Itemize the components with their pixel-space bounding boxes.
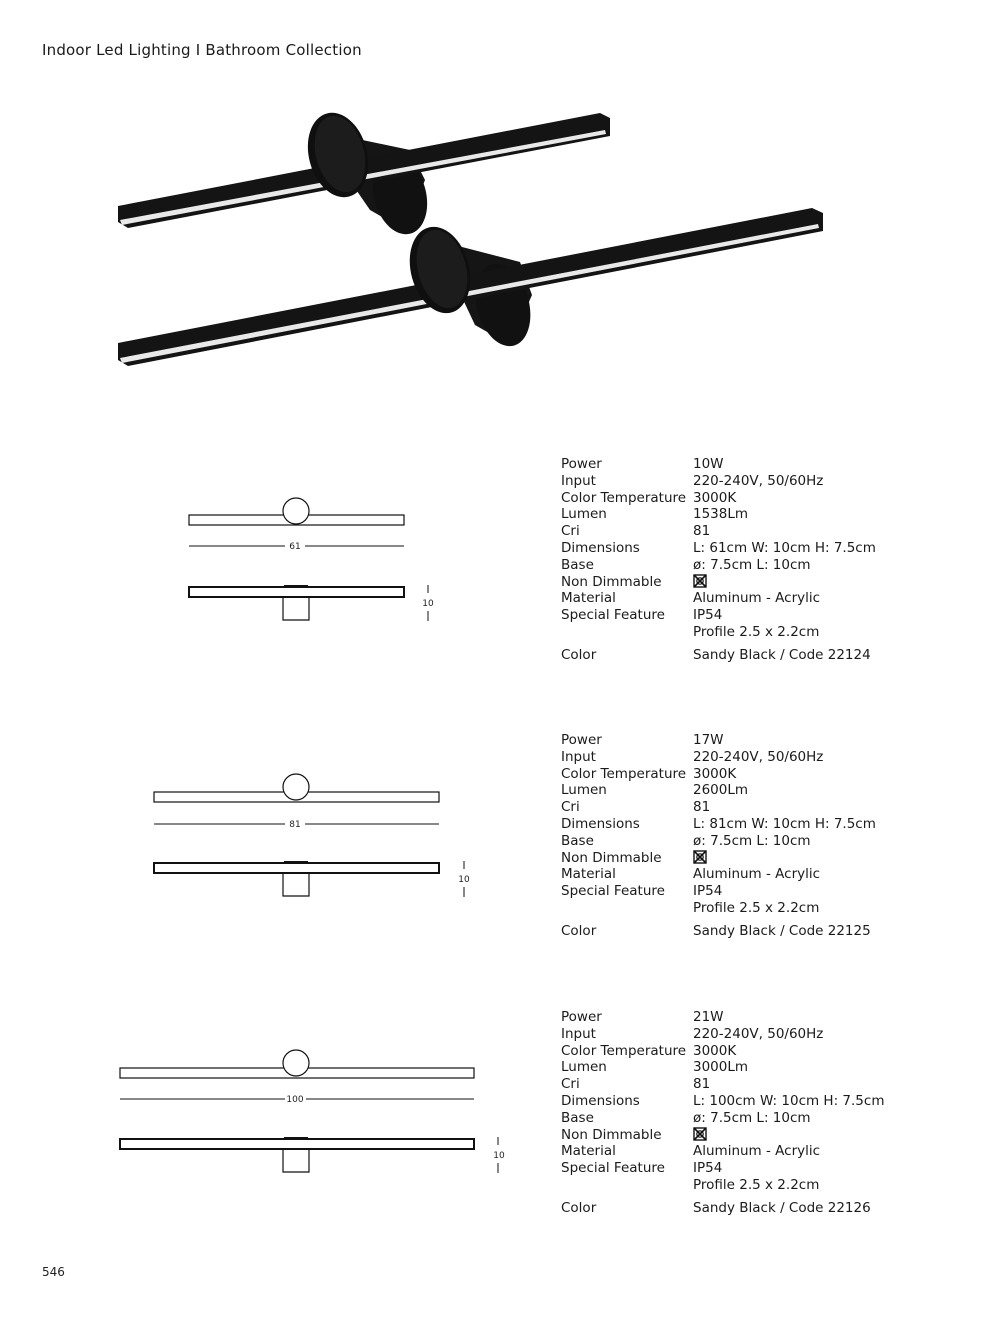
spec-label-lumen: Lumen — [561, 1059, 607, 1076]
spec-label-special-feature: Special Feature — [561, 607, 665, 624]
spec-label-power: Power — [561, 456, 602, 472]
spec-value-dimensions: L: 81cm W: 10cm H: 7.5cm — [693, 815, 876, 832]
front-view-bar — [154, 863, 439, 873]
height-dimension-label: 10 — [493, 1151, 505, 1161]
spec-value-color: Sandy Black / Code 22126 — [693, 1199, 871, 1216]
spec-value-material: Aluminum - Acrylic — [693, 590, 821, 607]
lamp-small-image — [118, 106, 610, 240]
spec-label-input: Input — [561, 748, 596, 765]
product-photo — [100, 100, 840, 390]
spec-label-cri: Cri — [561, 523, 580, 540]
spec-value-base: ø: 7.5cm L: 10cm — [693, 556, 811, 573]
spec-value-cri: 81 — [693, 1076, 711, 1093]
spec-value-base: ø: 7.5cm L: 10cm — [693, 832, 811, 849]
spec-label-input: Input — [561, 1025, 596, 1042]
spec-table — [561, 1009, 981, 1217]
spec-value-input: 220-240V, 50/60Hz — [693, 1025, 824, 1042]
spec-label-dimensions: Dimensions — [561, 539, 640, 556]
spec-label-lumen: Lumen — [561, 782, 607, 799]
non-dimmable-icon — [693, 574, 707, 588]
spec-value-lumen: 1538Lm — [693, 506, 749, 523]
spec-label-power: Power — [561, 732, 602, 748]
non-dimmable-icon — [693, 850, 707, 864]
spec-value-profile: Profile 2.5 x 2.2cm — [693, 623, 820, 640]
spec-label-base: Base — [561, 832, 594, 849]
page-number: 546 — [42, 1265, 65, 1279]
spec-value-cri: 81 — [693, 523, 711, 540]
non-dimmable-icon — [693, 1127, 707, 1141]
length-dimension-label: 81 — [289, 820, 301, 830]
spec-value-material: Aluminum - Acrylic — [693, 1143, 821, 1160]
spec-label-dimensions: Dimensions — [561, 815, 640, 832]
spec-value-color-temperature: 3000K — [693, 489, 737, 506]
spec-value-color: Sandy Black / Code 22125 — [693, 922, 871, 939]
spec-label-lumen: Lumen — [561, 506, 607, 523]
spec-label-base: Base — [561, 1109, 594, 1126]
spec-value-special-feature: IP54 — [693, 1160, 723, 1177]
spec-value-color-temperature: 3000K — [693, 765, 737, 782]
front-view-base — [283, 874, 309, 896]
technical-drawing — [0, 1009, 540, 1249]
spec-value-power: 21W — [693, 1009, 724, 1025]
spec-label-color: Color — [561, 1199, 597, 1216]
spec-label-material: Material — [561, 590, 616, 607]
spec-label-base: Base — [561, 556, 594, 573]
top-view-base — [283, 1050, 309, 1076]
height-dimension-label: 10 — [422, 599, 434, 609]
spec-label-color-temperature: Color Temperature — [561, 489, 687, 506]
spec-label-dimensions: Dimensions — [561, 1092, 640, 1109]
spec-label-power: Power — [561, 1009, 602, 1025]
spec-label-color-temperature: Color Temperature — [561, 765, 687, 782]
spec-value-special-feature: IP54 — [693, 607, 723, 624]
spec-value-cri: 81 — [693, 799, 711, 816]
length-dimension-label: 100 — [286, 1095, 304, 1105]
product-block-22124 — [0, 456, 1000, 716]
spec-label-non-dimmable: Non Dimmable — [561, 849, 662, 866]
spec-label-color: Color — [561, 646, 597, 663]
spec-value-base: ø: 7.5cm L: 10cm — [693, 1109, 811, 1126]
spec-value-special-feature: IP54 — [693, 883, 723, 900]
height-dimension-label: 10 — [458, 875, 470, 885]
front-view-bar — [120, 1139, 474, 1149]
spec-value-power: 17W — [693, 732, 724, 748]
spec-label-special-feature: Special Feature — [561, 1160, 665, 1177]
top-view-base — [283, 498, 309, 524]
top-view-base — [283, 774, 309, 800]
spec-label-non-dimmable: Non Dimmable — [561, 1126, 662, 1143]
technical-drawing — [0, 456, 540, 696]
spec-value-color-temperature: 3000K — [693, 1042, 737, 1059]
length-dimension-label: 61 — [289, 542, 301, 552]
spec-value-profile: Profile 2.5 x 2.2cm — [693, 899, 820, 916]
spec-label-cri: Cri — [561, 799, 580, 816]
product-block-22126 — [0, 1009, 1000, 1269]
spec-label-color-temperature: Color Temperature — [561, 1042, 687, 1059]
spec-label-material: Material — [561, 1143, 616, 1160]
spec-table — [561, 456, 981, 664]
spec-value-input: 220-240V, 50/60Hz — [693, 472, 824, 489]
lamp-large-image — [118, 208, 823, 366]
spec-label-cri: Cri — [561, 1076, 580, 1093]
spec-value-material: Aluminum - Acrylic — [693, 866, 821, 883]
technical-drawing — [0, 732, 540, 972]
front-view-base — [283, 1150, 309, 1172]
spec-label-color: Color — [561, 922, 597, 939]
spec-label-non-dimmable: Non Dimmable — [561, 573, 662, 590]
product-block-22125 — [0, 732, 1000, 992]
front-view-bar — [189, 587, 404, 597]
spec-label-special-feature: Special Feature — [561, 883, 665, 900]
spec-label-input: Input — [561, 472, 596, 489]
spec-table — [561, 732, 981, 940]
spec-value-dimensions: L: 100cm W: 10cm H: 7.5cm — [693, 1092, 885, 1109]
spec-value-input: 220-240V, 50/60Hz — [693, 748, 824, 765]
spec-value-lumen: 2600Lm — [693, 782, 749, 799]
spec-value-profile: Profile 2.5 x 2.2cm — [693, 1176, 820, 1193]
spec-value-power: 10W — [693, 456, 724, 472]
spec-label-material: Material — [561, 866, 616, 883]
page-header-title: Indoor Led Lighting I Bathroom Collection — [42, 41, 362, 59]
spec-value-lumen: 3000Lm — [693, 1059, 749, 1076]
spec-value-dimensions: L: 61cm W: 10cm H: 7.5cm — [693, 539, 876, 556]
spec-value-color: Sandy Black / Code 22124 — [693, 646, 871, 663]
front-view-base — [283, 598, 309, 620]
